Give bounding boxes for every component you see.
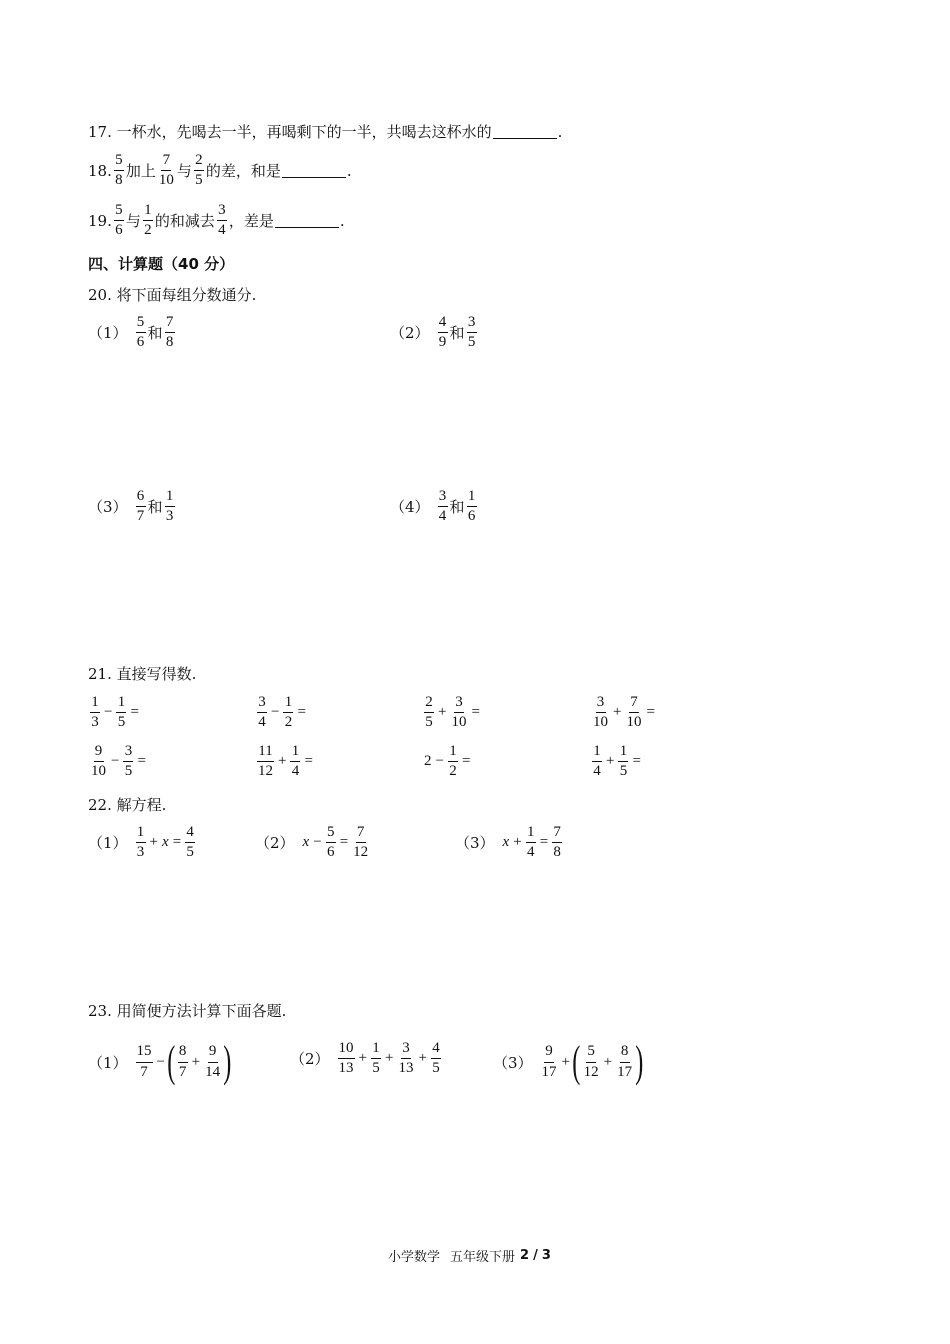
equals: = <box>297 704 306 721</box>
answer-blank[interactable] <box>275 213 339 228</box>
item-label: （3） <box>88 498 128 517</box>
text: 与 <box>125 212 141 231</box>
right-paren: ) <box>223 1037 232 1086</box>
item-label: （2） <box>390 324 430 343</box>
question-20-title: 20. 将下面每组分数通分. <box>88 286 257 304</box>
item-label: （1） <box>88 834 128 853</box>
and-text: 和 <box>449 324 465 343</box>
answer-blank[interactable] <box>493 124 557 139</box>
footer-separator: / <box>533 1248 538 1263</box>
and-text: 和 <box>147 498 163 517</box>
operator: − <box>104 704 113 721</box>
q22-item-1: （1） $\frac{1}{3}$ + x = $\frac{4}{5}$ <box>88 824 194 861</box>
question-number: 19. <box>88 211 112 230</box>
fraction: $\frac{1}{2}$ <box>144 202 152 239</box>
operator: + <box>606 753 615 770</box>
fraction: $\frac{3}{4}$ <box>218 202 226 239</box>
question-18 <box>88 152 352 190</box>
fraction: $\frac{5}{6}$ <box>136 314 145 351</box>
whole-number: 2 <box>424 753 432 770</box>
variable-x: x <box>162 834 169 851</box>
q20-item-1 <box>88 314 177 352</box>
q21-item-4: $\frac{3}{10}$ + $\frac{7}{10}$ = <box>593 694 655 731</box>
text: ，差是 <box>228 212 274 231</box>
operator: − <box>435 753 444 770</box>
footer-page-number: 2 <box>520 1248 530 1263</box>
fraction: $\frac{6}{7}$ <box>136 488 145 525</box>
footer-grade: 五年级下册 <box>450 1250 516 1265</box>
question-21-title: 21. 直接写得数. <box>88 665 197 683</box>
equals: = <box>130 704 139 721</box>
q21-item-3: $\frac{2}{5}$ + $\frac{3}{10}$ = <box>425 694 480 731</box>
fraction: $\frac{1}{6}$ <box>467 488 476 525</box>
q21-item-2: $\frac{3}{4}$ − $\frac{1}{2}$ = <box>258 694 306 731</box>
q21-item-8: $\frac{1}{4}$ + $\frac{1}{5}$ = <box>593 743 641 780</box>
variable-x: x <box>302 834 310 851</box>
operator: + <box>438 704 447 721</box>
fraction: $\frac{7}{10}$ <box>158 152 174 189</box>
fraction: $\frac{2}{5}$ <box>195 152 203 189</box>
equals: = <box>646 704 655 721</box>
fraction: $\frac{1}{3}$ <box>165 488 174 525</box>
q23-item-1: （1） $\frac{15}{7}$ − ( $\frac{8}{7}$ + $\frac{9}{14}$ ) <box>88 1037 232 1086</box>
footer-total-pages: 3 <box>541 1248 551 1263</box>
section-title: 四、计算题（40 分） <box>88 255 235 273</box>
operator: − <box>111 753 120 770</box>
equals: = <box>632 753 641 770</box>
fraction: $\frac{7}{8}$ <box>165 314 174 351</box>
q22-item-3: （3） x + $\frac{1}{4}$ = $\frac{7}{8}$ <box>455 824 561 861</box>
question-19 <box>88 202 345 240</box>
text: 与 <box>176 162 192 181</box>
equals: = <box>304 753 313 770</box>
period: . <box>339 211 345 230</box>
item-label: （1） <box>88 324 128 343</box>
period: . <box>557 122 563 141</box>
left-paren: ( <box>167 1037 176 1086</box>
q21-item-6: $\frac{11}{12}$ + $\frac{1}{4}$ = <box>258 743 313 780</box>
operator: + <box>278 753 287 770</box>
period: . <box>346 161 352 180</box>
text: 的和减去 <box>154 212 215 231</box>
and-text: 和 <box>449 498 465 517</box>
item-label: （4） <box>390 498 430 517</box>
fraction: $\frac{5}{8}$ <box>115 152 123 189</box>
q20-item-2 <box>390 314 479 352</box>
question-number: 18. <box>88 161 112 180</box>
q23-item-2: （2） $\frac{10}{13}$ + $\frac{1}{5}$ + $\frac{3}{13}$ + $\frac{4}{5}$ <box>290 1040 440 1077</box>
q22-item-2: （2） x − $\frac{5}{6}$ = $\frac{7}{12}$ <box>255 824 369 861</box>
question-17-text: 17. 一杯水，先喝去一半，再喝剩下的一半，共喝去这杯水的 <box>88 123 492 141</box>
fraction: $\frac{3}{5}$ <box>467 314 476 351</box>
item-label: （1） <box>88 1053 128 1072</box>
operator: − <box>271 704 280 721</box>
q20-item-3 <box>88 488 177 526</box>
q21-item-5: $\frac{9}{10}$ − $\frac{3}{5}$ = <box>91 743 146 780</box>
item-label: （3） <box>493 1053 533 1072</box>
right-paren: ) <box>635 1037 644 1086</box>
q21-item-7: 2 − $\frac{1}{2}$ = <box>424 743 471 780</box>
page-footer <box>388 1246 551 1265</box>
item-label: （3） <box>455 834 495 853</box>
and-text: 和 <box>147 324 163 343</box>
equals: = <box>461 753 471 770</box>
variable-x: x <box>502 834 510 851</box>
q23-item-3: （3） $\frac{9}{17}$ + ( $\frac{5}{12}$ + $\frac{8}{17}$ ) <box>493 1037 644 1086</box>
question-23-title: 23. 用简便方法计算下面各题. <box>88 1002 287 1020</box>
item-label: （2） <box>255 834 295 853</box>
equals: = <box>471 704 480 721</box>
fraction: $\frac{4}{9}$ <box>438 314 447 351</box>
q20-item-4 <box>390 488 479 526</box>
answer-blank[interactable] <box>282 163 346 178</box>
footer-subject: 小学数学 <box>388 1250 441 1265</box>
equals: = <box>137 753 146 770</box>
fraction: $\frac{3}{4}$ <box>438 488 447 525</box>
item-label: （2） <box>290 1050 330 1069</box>
text: 的差，和是 <box>205 162 281 181</box>
question-17 <box>88 121 562 142</box>
question-22-title: 22. 解方程. <box>88 796 167 814</box>
q21-item-1: $\frac{1}{3}$ − $\frac{1}{5}$ = <box>91 694 139 731</box>
fraction: $\frac{5}{6}$ <box>115 202 123 239</box>
operator: + <box>613 704 622 721</box>
left-paren: ( <box>572 1037 581 1086</box>
text: 加上 <box>125 162 156 181</box>
